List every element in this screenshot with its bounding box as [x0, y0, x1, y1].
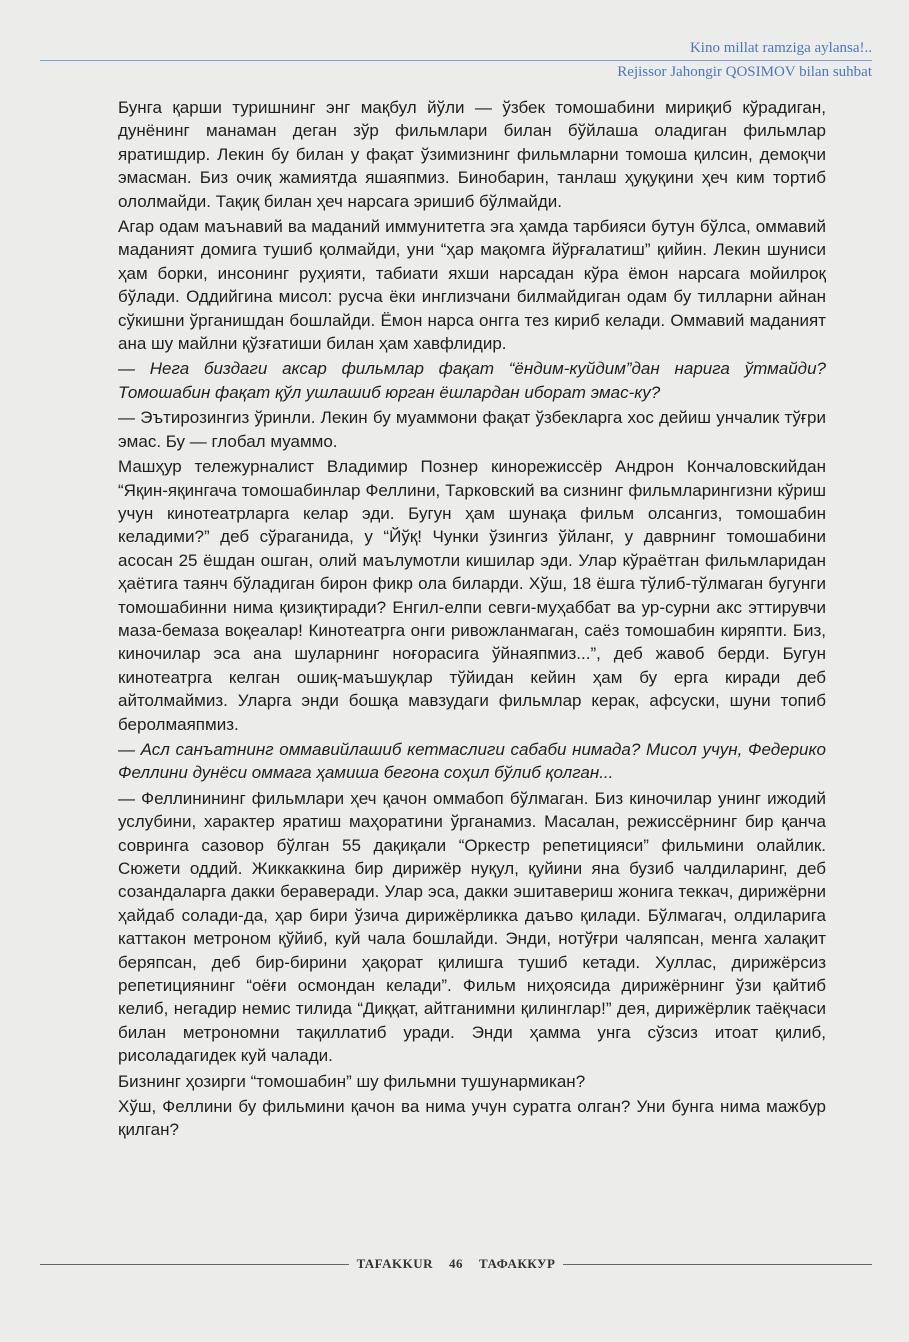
- footer-rule-left: [40, 1264, 349, 1265]
- header-subtitle: Rejissor Jahongir QOSIMOV bilan suhbat: [617, 64, 872, 80]
- paragraph: Машҳур тележурналист Владимир Познер кинорежиссёр Андрон Кончаловскийдан “Яқин-яқингача томошабинлар Феллини, Тарковский ва сизнинг фильмларингизни кўриш учун кинотеатрларга келар эди. Бугун ҳам шунақа фильм олсангиз, томошабин келадими?” деб сўраганида, у “Йўқ! Чунки ўзингиз ўйланг, у даврнинг томошабини асосан 25 ёшдан ошган, олий маълумотли кишилар эди. Улар кўраётган фильмларидан ҳаётига таянч бўладиган бирон фикр ола биларди. Хўш, 18 ёшга тўлиб-тўлмаган бугунги томошабинни нима қизиқтиради? Енгил-елпи севги-муҳаббат ва ур-сурни акс эттирувчи маза-бемаза воқеалар! Кинотеатрга онги ривожланмаган, саёз томошабин киряпти. Биз, киночилар эса ана шуларнинг ноғорасига ўйнаяпмиз...”, деб жавоб берди. Бугун кинотеатрга келган ошиқ-маъшуқлар тўйидан кейин ҳам бу ерга киради деб айтолмаймиз. Уларга энди бошқа мавзудаги фильмлар керак, афсуски, шуни топиб беролмаяпмиз.: [118, 457, 826, 734]
- footer-rule-right: [563, 1264, 872, 1265]
- paragraph: Хўш, Феллини бу фильмини қачон ва нима учун суратга олган? Уни бунга нима мажбур қилган?: [118, 1097, 826, 1140]
- footer-journal-cyrillic: ТАФАККУР: [479, 1256, 556, 1271]
- paragraph: Бизнинг ҳозирги “томошабин” шу фильмни тушунармикан?: [118, 1071, 586, 1091]
- interview-question: — Нега биздаги аксар фильмлар фақат “ёндим-куйдим”дан нарига ўтмайди? Томошабин фақат қўл ушлашиб юрган ёшлардан иборат эмас-ку?: [118, 359, 826, 402]
- article-body: [118, 96, 826, 1142]
- paragraph: — Эътирозингиз ўринли. Лекин бу муаммони фақат ўзбекларга хос дейиш унчалик тўғри эмас. Бу — глобал муаммо.: [118, 408, 826, 451]
- paragraph: Бунга қарши туришнинг энг мақбул йўли — ўзбек томошабини мириқиб кўрадиган, дунёнинг манаман деган зўр фильмлари билан бўйлаша оладиган фильмлар яратишдир. Лекин бу билан у фақат ўзимизнинг фильмларни томоша қилсин, демоқчи эмасман. Биз очиқ жамиятда яшаяпмиз. Бинобарин, танлаш ҳуқуқини ҳеч ким тортиб ололмайди. Тақиқ билан ҳеч нарсага эришиб бўлмайди.: [118, 98, 826, 211]
- footer-journal-latin: TAFAKKUR: [356, 1256, 434, 1271]
- paragraph: — Феллинининг фильмлари ҳеч қачон оммабоп бўлмаган. Биз киночилар унинг ижодий услубини, характер яратиш маҳоратини ўрганамиз. Масалан, режиссёрнинг бир қанча совринга сазовор бўлган 55 дақиқали “Оркестр репетицияси” фильмини олайлик. Сюжети оддий. Жиккаккина бир дирижёр нуқул, қуйини яна бузиб чалдиларинг, деб созандаларга дакки бераверади. Улар эса, дакки эшитавериш жонига теккач, дирижёрни ҳайдаб солади-да, ҳар бири ўзича дирижёрликка даъво қилади. Бўлмагач, олдиларига каттакон метроном қўйиб, куй чала бошлайди. Энди, нотўғри чаляпсан, менга халақит беряпсан, деб бир-бирини ҳақорат қилишга тушиб кетади. Хуллас, дирижёрсиз репетициянинг “оёғи осмондан келади”. Фильм ниҳоясида дирижёрнинг ўзи қайтиб келиб, негадир немис тилида “Диққат, айтганимни қилинглар!” дея, дирижёрлик таёқчаси билан метрономни тақиллатиб уради. Энди ҳамма унга сўзсиз итоат қилиб, рисоладагидек куй чалади.: [118, 788, 826, 1066]
- page-footer: [40, 1256, 872, 1272]
- header-title: Kino millat ramziga aylansa!..: [689, 40, 872, 56]
- page-number: 46: [449, 1256, 464, 1271]
- interview-question: — Асл санъатнинг оммавийлашиб кетмаслиги сабаби нимада? Мисол учун, Федерико Феллини дунёси оммага ҳамиша бегона соҳил бўлиб қолган...: [118, 739, 826, 783]
- paragraph: Агар одам маънавий ва маданий иммунитетга эга ҳамда тарбияси бутун бўлса, оммавий маданият домига тушиб қолмайди, уни “ҳар мақомга йўрғалатиш” қийин. Лекин шуниси ҳам борки, инсонинг руҳияти, табиати яхши нарсадан кўра ёмон нарсага мойилроқ бўлади. Оддийгина мисол: русча ёки инглизчани билмайдиган одам бу тилларни айнан сўкишни ўрганишдан бошлайди. Ёмон нарса онгга тез кириб келади. Оммавий маданият ана шу майлни қўзғатиши билан ҳам хавфлидир.: [118, 217, 826, 354]
- header-divider: [40, 60, 872, 61]
- running-header: [40, 38, 872, 82]
